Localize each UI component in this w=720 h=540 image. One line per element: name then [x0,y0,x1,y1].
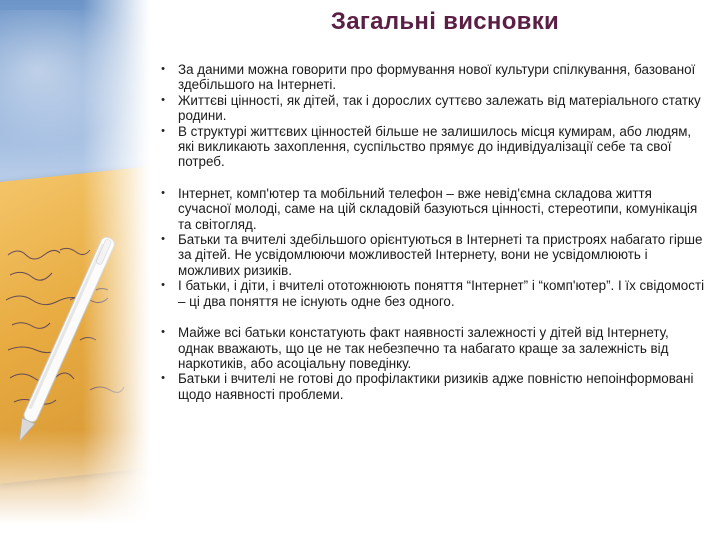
list-item-text: Майже всі батьки констатують факт наявності залежності у дітей від Інтернету, однак вважають, що це не так небезпечно та набагато краще за залежність від наркотиків, або асоціальну поведінку. [178,325,669,371]
bullet-group-2 [148,186,708,309]
list-item-text: Інтернет, комп'ютер та мобільний телефон – вже невід'ємна складова життя сучасної молоді, саме на цій складовій базуються цінності, стереотипи, комунікація та світогляд. [178,185,698,232]
slide-title: Загальні висновки [330,8,560,35]
photo-bottom-fade [0,430,150,540]
bullet-group-1 [148,62,708,170]
list-item-text: І батьки, і діти, і вчителі ототожнюють поняття “Інтернет” і “комп'ютер”. І їх свідомості – ці два поняття не існують одне без одного. [178,278,705,309]
bullet-icon: • [161,124,165,137]
bullet-icon: • [161,279,165,292]
list-item [148,371,708,402]
bullet-icon: • [161,93,165,106]
list-item [148,93,708,124]
list-item-text: Батьки і вчителі не готові до профілактики ризиків адже повністю непоінформовані щодо наявності проблеми. [178,371,694,402]
bullet-icon: • [161,372,165,385]
list-item-text: Життєві цінності, як дітей, так і дорослих суттєво залежать від матеріального статку родини. [178,92,701,124]
bullet-icon: • [161,186,165,199]
conclusions-list [148,62,708,418]
list-item [148,232,708,278]
list-item [148,62,708,93]
list-item [148,186,708,232]
bullet-icon: • [161,233,165,246]
bullet-group-3 [148,325,708,402]
bullet-icon: • [161,63,165,75]
list-item [148,124,708,170]
list-item [148,325,708,371]
decorative-photo [0,0,150,540]
bullet-icon: • [161,326,165,339]
list-item [148,278,708,309]
list-item-text: За даними можна говорити про формування нової культури спілкування, базованої здебільшого на Інтернеті. [178,62,696,93]
list-item-text: Батьки та вчителі здебільшого орієнтуються в Інтернеті та пристроях набагато гірше за дітей. Не усвідомлюючи можливостей Інтернету, вони не усвідомлюють і можливих ризиків. [178,232,703,278]
list-item-text: В структурі життєвих цінностей більше не залишилось місця кумирам, або людям, які викликають захоплення, суспільство прямує до індивідуалізації себе та свої потреб. [178,123,692,170]
